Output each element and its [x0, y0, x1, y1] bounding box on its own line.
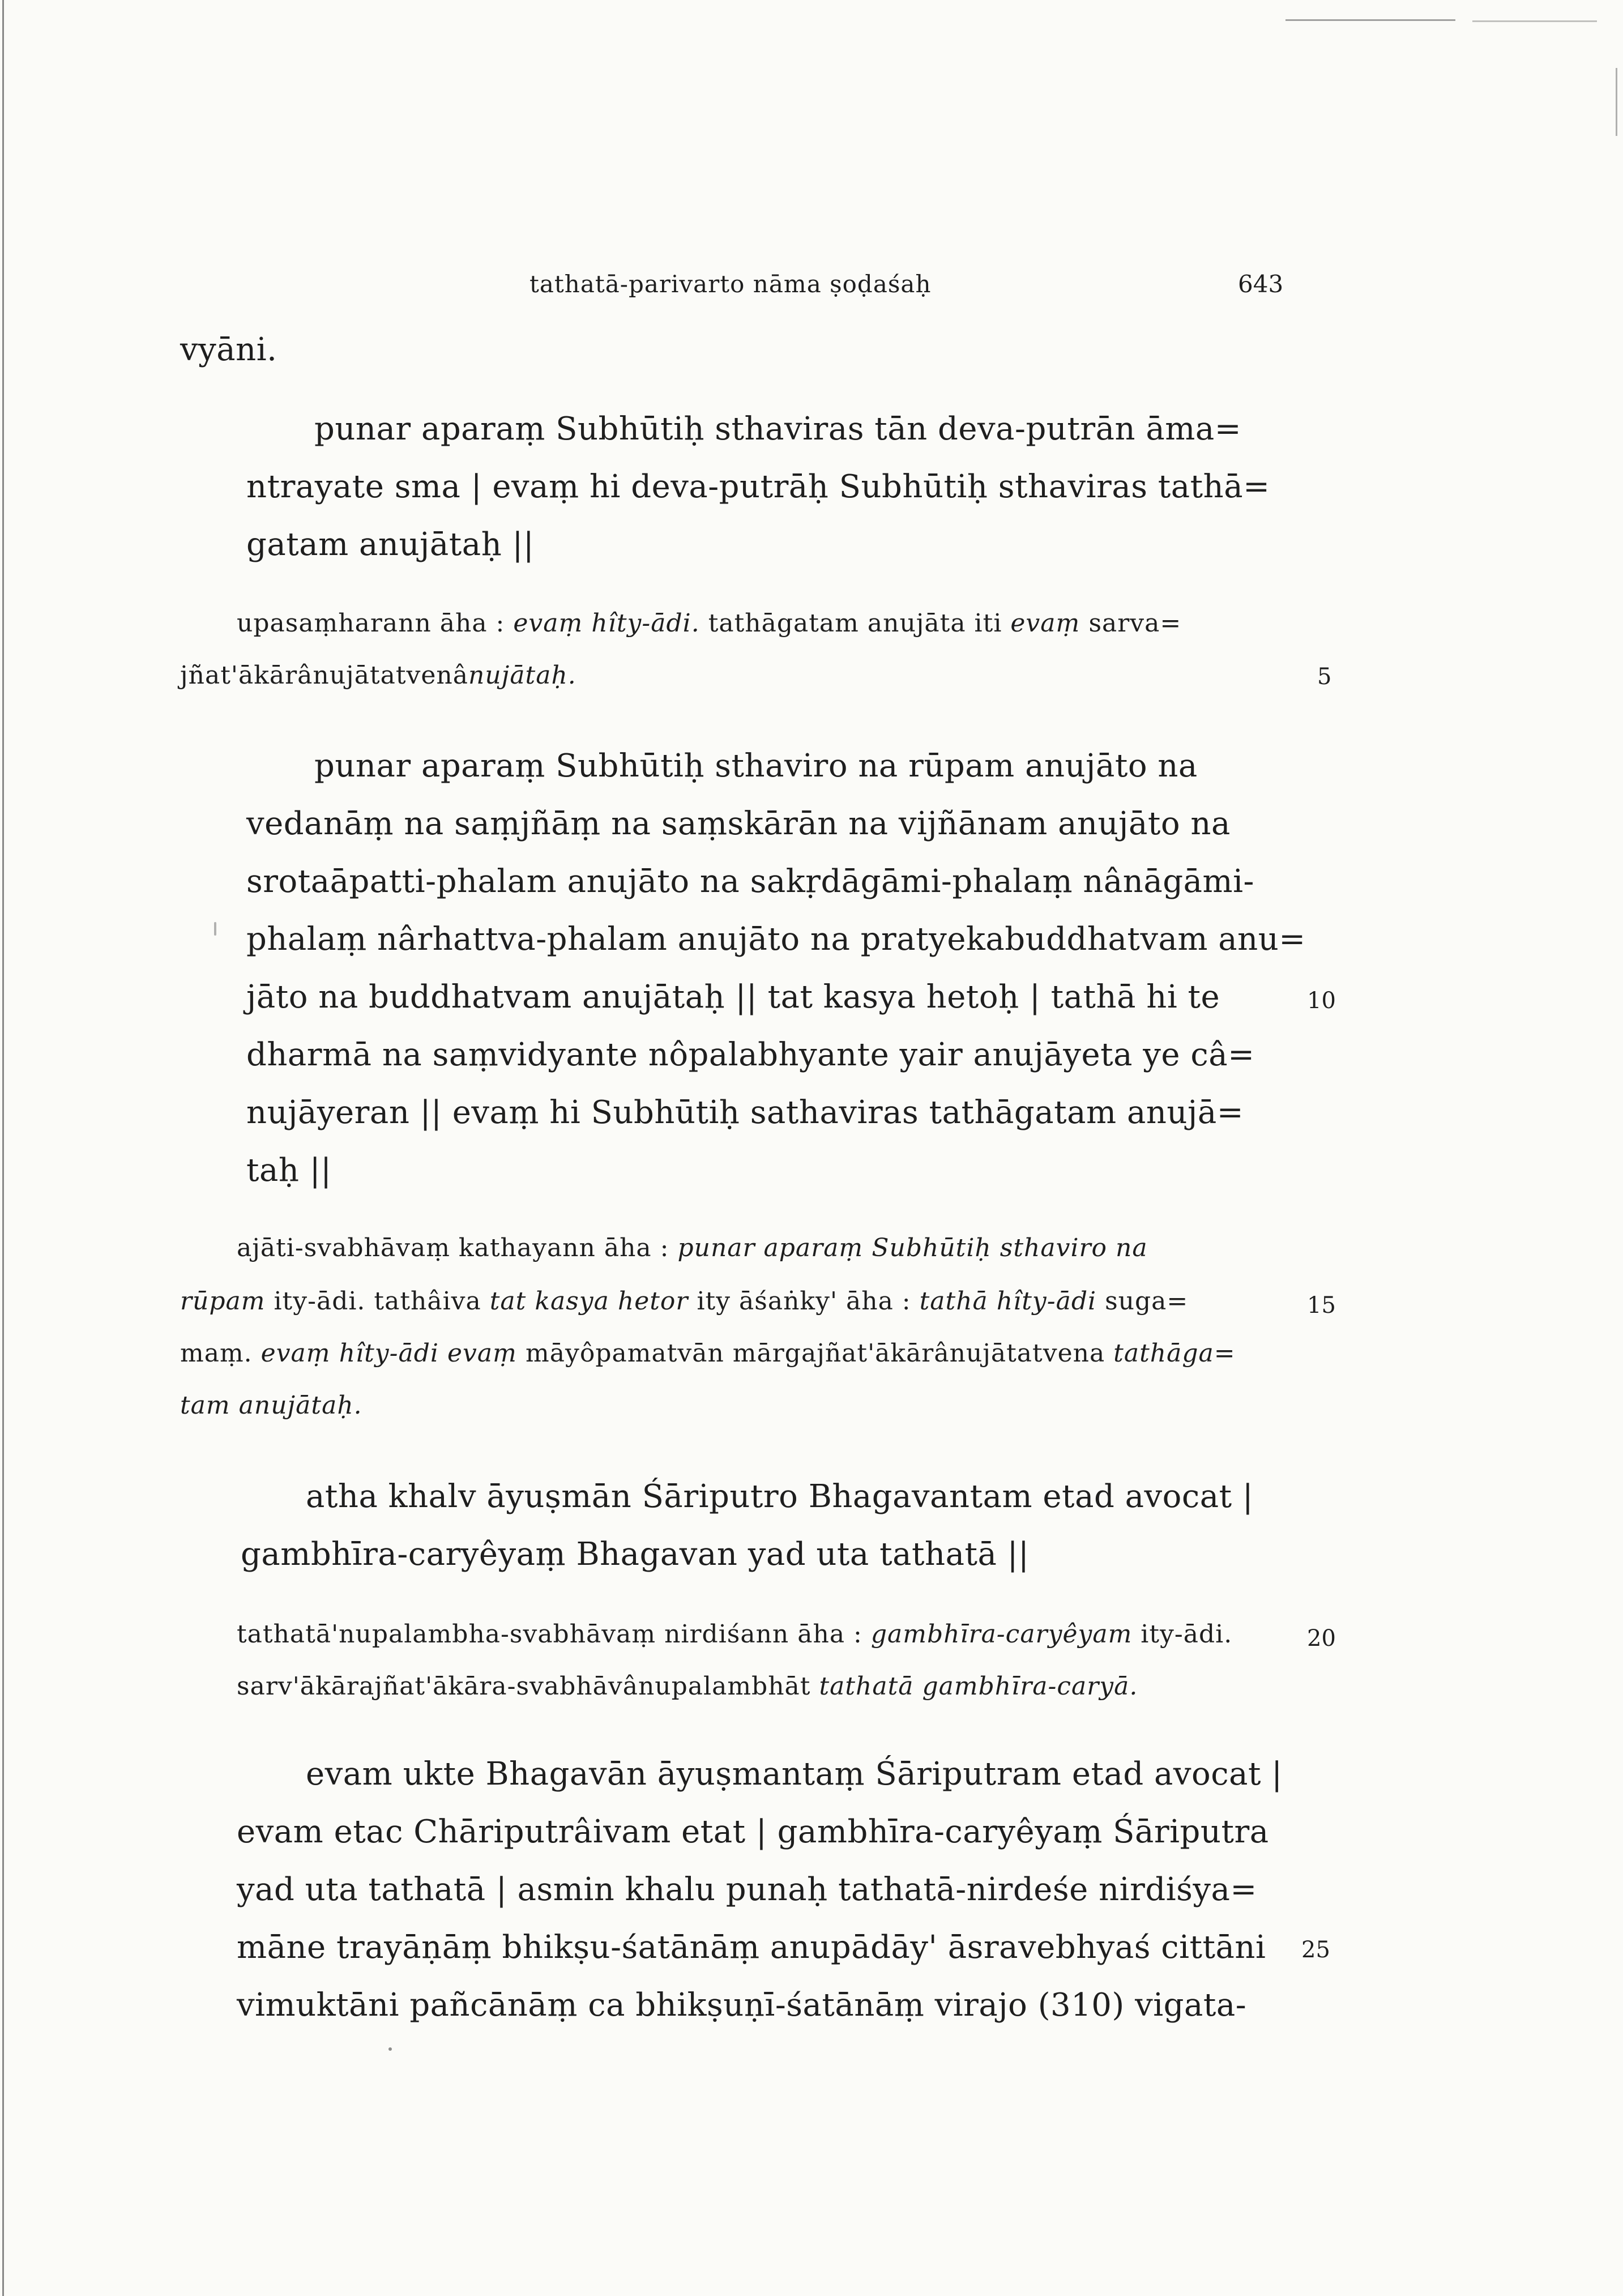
commentary-line: sarv'ākārajñat'ākāra-svabhāvânupalambhāt tathatā gambhīra-caryā. [237, 1672, 1138, 1701]
text-line: punar aparaṃ Subhūtiḥ sthaviro na rūpam anujāto na [314, 748, 1198, 784]
commentary-line: rūpam ity-ādi. tathâiva tat kasya hetor ity āśaṅky' āha : tathā hîty-ādi suga= [180, 1287, 1189, 1316]
line-number: 15 [1307, 1292, 1336, 1318]
commentary-line: tathatā'nupalambha-svabhāvaṃ nirdiśann āha : gambhīra-caryêyam ity-ādi. [237, 1620, 1233, 1649]
text-line: māne trayāṇāṃ bhikṣu-śatānāṃ anupādāy' āsravebhyaś cittāni [237, 1929, 1266, 1966]
scan-edge-left [2, 0, 4, 2296]
text-line: gambhīra-caryêyaṃ Bhagavan yad uta tathatā || [241, 1536, 1030, 1573]
text-line: evam ukte Bhagavān āyuṣmantaṃ Śāriputram etad avocat | [306, 1756, 1283, 1793]
text-line: ntrayate sma | evaṃ hi deva-putrāḥ Subhūtiḥ sthaviras tathā= [246, 468, 1270, 505]
text-line: phalaṃ nârhattva-phalam anujāto na pratyekabuddhatvam anu= [246, 921, 1306, 958]
scan-mark-top-faint [1472, 20, 1597, 22]
commentary-line: maṃ. evaṃ hîty-ādi evaṃ māyôpamatvān mārgajñat'ākārânujātatvena tathāga= [180, 1339, 1236, 1368]
line-number: 20 [1307, 1625, 1336, 1651]
text-line: vyāni. [180, 331, 277, 368]
line-number: 5 [1317, 664, 1332, 690]
text-line: nujāyeran || evaṃ hi Subhūtiḥ sathaviras tathāgatam anujā= [246, 1094, 1244, 1131]
line-number: 10 [1307, 988, 1336, 1014]
text-line: dharmā na saṃvidyante nôpalabhyante yair anujāyeta ye câ= [246, 1036, 1255, 1073]
text-line: taḥ || [246, 1152, 332, 1189]
running-title: tathatā-parivarto nāma ṣoḍaśaḥ [529, 270, 932, 298]
text-line: vimuktāni pañcānāṃ ca bhikṣuṇī-śatānāṃ virajo (310) vigata- [237, 1987, 1247, 2024]
text-line: jāto na buddhatvam anujātaḥ || tat kasya hetoḥ | tathā hi te [246, 979, 1220, 1015]
commentary-line: tam anujātaḥ. [180, 1391, 362, 1420]
text-line: vedanāṃ na saṃjñāṃ na saṃskārān na vijñānam anujāto na [246, 805, 1231, 842]
text-line: atha khalv āyuṣmān Śāriputro Bhagavantam etad avocat | [306, 1478, 1254, 1515]
commentary-line: ajāti-svabhāvaṃ kathayann āha : punar aparaṃ Subhūtiḥ sthaviro na [237, 1234, 1148, 1262]
text-line: punar aparaṃ Subhūtiḥ sthaviras tān deva-putrān āma= [314, 411, 1242, 447]
commentary-line: jñat'ākārânujātatvenânujātaḥ. [180, 661, 576, 690]
scan-mark-top [1285, 19, 1455, 21]
commentary-line: upasaṃharann āha : evaṃ hîty-ādi. tathāgatam anujāta iti evaṃ sarva= [237, 609, 1182, 638]
text-line: gatam anujātaḥ || [246, 526, 535, 563]
line-number: 25 [1301, 1937, 1330, 1963]
text-line: evam etac Chāriputrâivam etat | gambhīra-caryêyaṃ Śāriputra [237, 1813, 1269, 1850]
scan-edge-right [1616, 68, 1617, 136]
page-number: 643 [1238, 270, 1284, 298]
scan-speck [214, 922, 216, 936]
text-line: yad uta tathatā | asmin khalu punaḥ tathatā-nirdeśe nirdiśya= [237, 1871, 1257, 1908]
scan-speck [388, 2047, 392, 2051]
text-line: srotaāpatti-phalam anujāto na sakṛdāgāmi-phalaṃ nânāgāmi- [246, 863, 1254, 900]
